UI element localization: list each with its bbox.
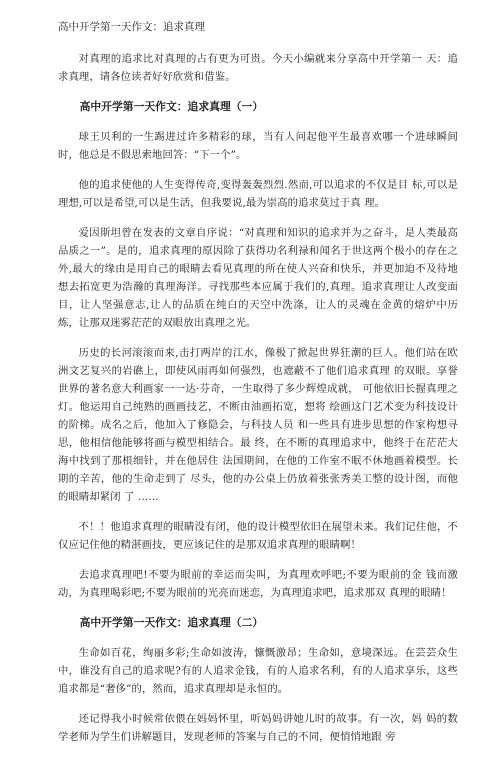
intro-paragraph: 对真理的追求比对真理的占有更为可贵。今天小编就来分享高中开学第一 天：追求真理，请各位读者好好欣赏和借鉴。: [58, 53, 458, 83]
paragraph: 历史的长河滚滚而来,击打两岸的江水，像极了掀起世界狂潮的巨人。他们站在欧洲文艺复兴的岩礁上，即使风雨再如何强烈，也遮蔽不了他们追求真理 的双眼。享誉世界的著名意大利画家一一达·芬奇，一生取得了多少辉煌成就， 可他依旧长握真理之灯。他运用自己纯熟的画画技艺，不断由油画拓宽，想将 绘画这门艺术变为科技设计的阶梯。成名之后，他加入了修隐会，与科技人员 和一些具有进步思想的作家构想寻思，他相信他能够将画与模型相结合。最 终，在不断的真理追求中，他终于在茫茫大海中找到了那根细针，并在他居住 法国期间，在他的工作室不眠不休地画着模型。长期的辛苦，他的生命走到了 尽头，他的办公桌上仍放着张张秀美工整的设计图，而他的眼睛却紧闭 了 ……: [58, 347, 458, 503]
paragraph: 去追求真理吧!不要为眼前的幸运而尖叫，为真理欢呼吧;不要为眼前的金 钱而激动，为真理喝彩吧;不要为眼前的光亮而迷恋，为真理追求吧，追求那双 真理的眼睛！: [58, 569, 458, 599]
paragraph: 球王贝利的一生踢进过许多精彩的球，当有人问起他平生最喜欢哪一个进球瞬间时，他总是不假思索地回答：“下一个”。: [58, 131, 458, 161]
paragraph: 他的追求使他的人生变得传奇,变得轰轰烈烈.然而,可以追求的不仅是目 标,可以是理想,可以是希望,可以是生活，但我要说,最为崇高的追求莫过于真 理。: [58, 179, 458, 209]
section-heading-2: 高中开学第一天作文：追求真理（二）: [79, 616, 264, 629]
paragraph: 不！！他追求真理的眼睛没有闭，他的设计模型依旧在展望未来。我们记住他，不仅应记住他的精湛画技，更应该记住的是那双追求真理的眼睛啊！: [58, 521, 458, 551]
document-page: [58, 18, 458, 758]
section-heading-1: 高中开学第一天作文：追求真理（一）: [79, 100, 264, 113]
paragraph: 还记得我小时候常依偎在妈妈怀里，听妈妈讲她儿时的故事。有一次，妈 妈的数学老师为学生们讲解题目，发现老师的答案与自己的不同，便悄悄地跟 旁: [58, 713, 458, 743]
document-title: 高中开学第一天作文：追求真理: [58, 21, 205, 33]
paragraph: 生命如百花，绚丽多彩;生命如波涛，慷慨激昂；生命如，意境深远。在芸芸众生中，谁没有自己的追求呢?有的人追求金钱，有的人追求名利，有的人追求享乐，这些追求都是“奢侈”的，然而，追求真理却是永恒的。: [58, 647, 458, 695]
paragraph: 爱因斯坦曾在发表的文章自序说：“对真理和知识的追求并为之奋斗，是人类最高品质之一”。是的，追求真理的原因除了获得功名利禄和闻名于世这两个极小的存在之外,最大的缘由是用自己的眼睛去看见真理的所在使人兴奋和快乐，并更加迫不及待地想去拓宽更为浩瀚的真理海洋。寻找那些本应属于我们的,真理。追求真理让人改变面目，让人坚强意志,让人的品质在纯白的天空中洗涤，让人的灵魂在金黄的熔炉中历炼，让那双迷雾茫茫的双眼放出真理之光。: [58, 227, 458, 329]
